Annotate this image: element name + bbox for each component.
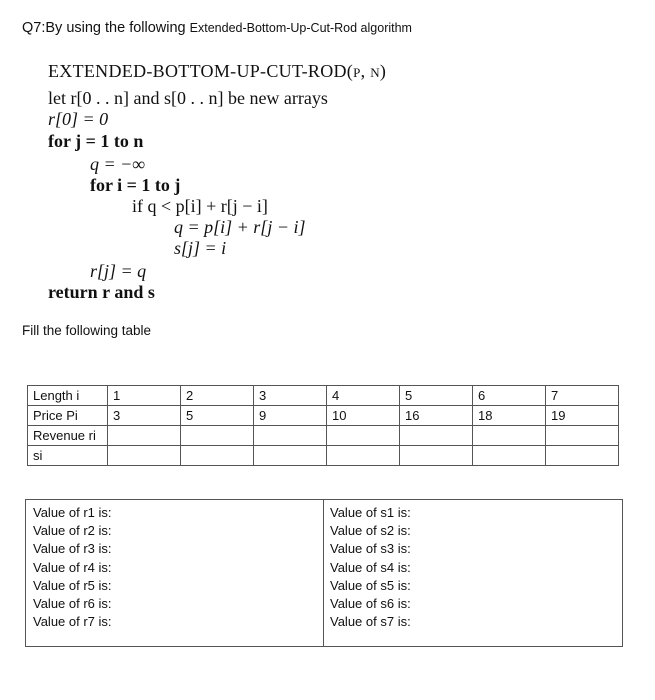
- si-cell: [327, 446, 400, 466]
- revenue-cell: [473, 426, 546, 446]
- pseudocode-line-6: for i = 1 to j: [90, 175, 181, 195]
- row-label-si: si: [28, 446, 108, 466]
- row-label-revenue: Revenue ri: [28, 426, 108, 446]
- s-value-line: Value of s5 is:: [330, 577, 411, 593]
- question-title: [22, 20, 412, 36]
- pseudocode-line-1: EXTENDED-BOTTOM-UP-CUT-ROD(p, n): [48, 61, 387, 81]
- s-value-line: Value of s6 is:: [330, 595, 411, 611]
- pseudocode-line-3: r[0] = 0: [48, 109, 109, 129]
- revenue-cell: [400, 426, 473, 446]
- si-cell: [546, 446, 619, 466]
- revenue-cell: [181, 426, 254, 446]
- r-value-line: Value of r6 is:: [33, 595, 112, 611]
- revenue-cell: [108, 426, 181, 446]
- price-cell: 18: [473, 406, 546, 426]
- s-value-line: Value of s1 is:: [330, 505, 411, 520]
- si-cell: [254, 446, 327, 466]
- row-label-price: Price Pi: [28, 406, 108, 426]
- pseudocode-line-7: if q < p[i] + r[j − i]: [132, 196, 268, 216]
- price-cell: 10: [327, 406, 400, 426]
- table-row-price: [28, 406, 619, 426]
- r-values-column: [33, 504, 112, 631]
- length-cell: 2: [181, 386, 254, 406]
- pseudocode-line-9: s[j] = i: [174, 238, 227, 258]
- pseudocode-line-8: q = p[i] + r[j − i]: [174, 217, 306, 237]
- cut-rod-table: [27, 385, 619, 466]
- si-cell: [181, 446, 254, 466]
- r-value-line: Value of r3 is:: [33, 541, 112, 557]
- r-value-line: Value of r1 is:: [33, 505, 112, 520]
- r-value-line: Value of r7 is:: [33, 614, 112, 630]
- s-value-line: Value of s3 is:: [330, 541, 411, 557]
- algorithm-name: Extended-Bottom-Up-Cut-Rod algorithm: [189, 21, 412, 35]
- instruction-text: Fill the following table: [22, 323, 152, 338]
- table-row-revenue: [28, 426, 619, 446]
- r-value-line: Value of r2 is:: [33, 523, 112, 539]
- si-cell: [108, 446, 181, 466]
- question-prefix: Q7:By using the following: [22, 20, 190, 36]
- table-row-length: [28, 386, 619, 406]
- pseudocode-line-10: r[j] = q: [90, 261, 147, 281]
- s-values-column: [330, 504, 411, 631]
- pseudocode-line-4: for j = 1 to n: [48, 131, 144, 151]
- length-cell: 6: [473, 386, 546, 406]
- s-value-line: Value of s4 is:: [330, 559, 411, 575]
- pseudocode-line-2: let r[0 . . n] and s[0 . . n] be new arrays: [48, 88, 328, 108]
- r-value-line: Value of r4 is:: [33, 559, 112, 575]
- answers-divider: [323, 500, 324, 646]
- price-cell: 19: [546, 406, 619, 426]
- r-value-line: Value of r5 is:: [33, 577, 112, 593]
- price-cell: 9: [254, 406, 327, 426]
- length-cell: 5: [400, 386, 473, 406]
- price-cell: 16: [400, 406, 473, 426]
- length-cell: 3: [254, 386, 327, 406]
- answers-box: [25, 499, 623, 647]
- revenue-cell: [327, 426, 400, 446]
- row-label-length: Length i: [28, 386, 108, 406]
- table-row-si: [28, 446, 619, 466]
- length-cell: 7: [546, 386, 619, 406]
- price-cell: 3: [108, 406, 181, 426]
- revenue-cell: [546, 426, 619, 446]
- length-cell: 4: [327, 386, 400, 406]
- si-cell: [473, 446, 546, 466]
- price-cell: 5: [181, 406, 254, 426]
- s-value-line: Value of s7 is:: [330, 614, 411, 630]
- pseudocode-line-11: return r and s: [48, 282, 155, 302]
- pseudocode-line-5: q = −∞: [90, 154, 146, 174]
- s-value-line: Value of s2 is:: [330, 523, 411, 539]
- length-cell: 1: [108, 386, 181, 406]
- si-cell: [400, 446, 473, 466]
- revenue-cell: [254, 426, 327, 446]
